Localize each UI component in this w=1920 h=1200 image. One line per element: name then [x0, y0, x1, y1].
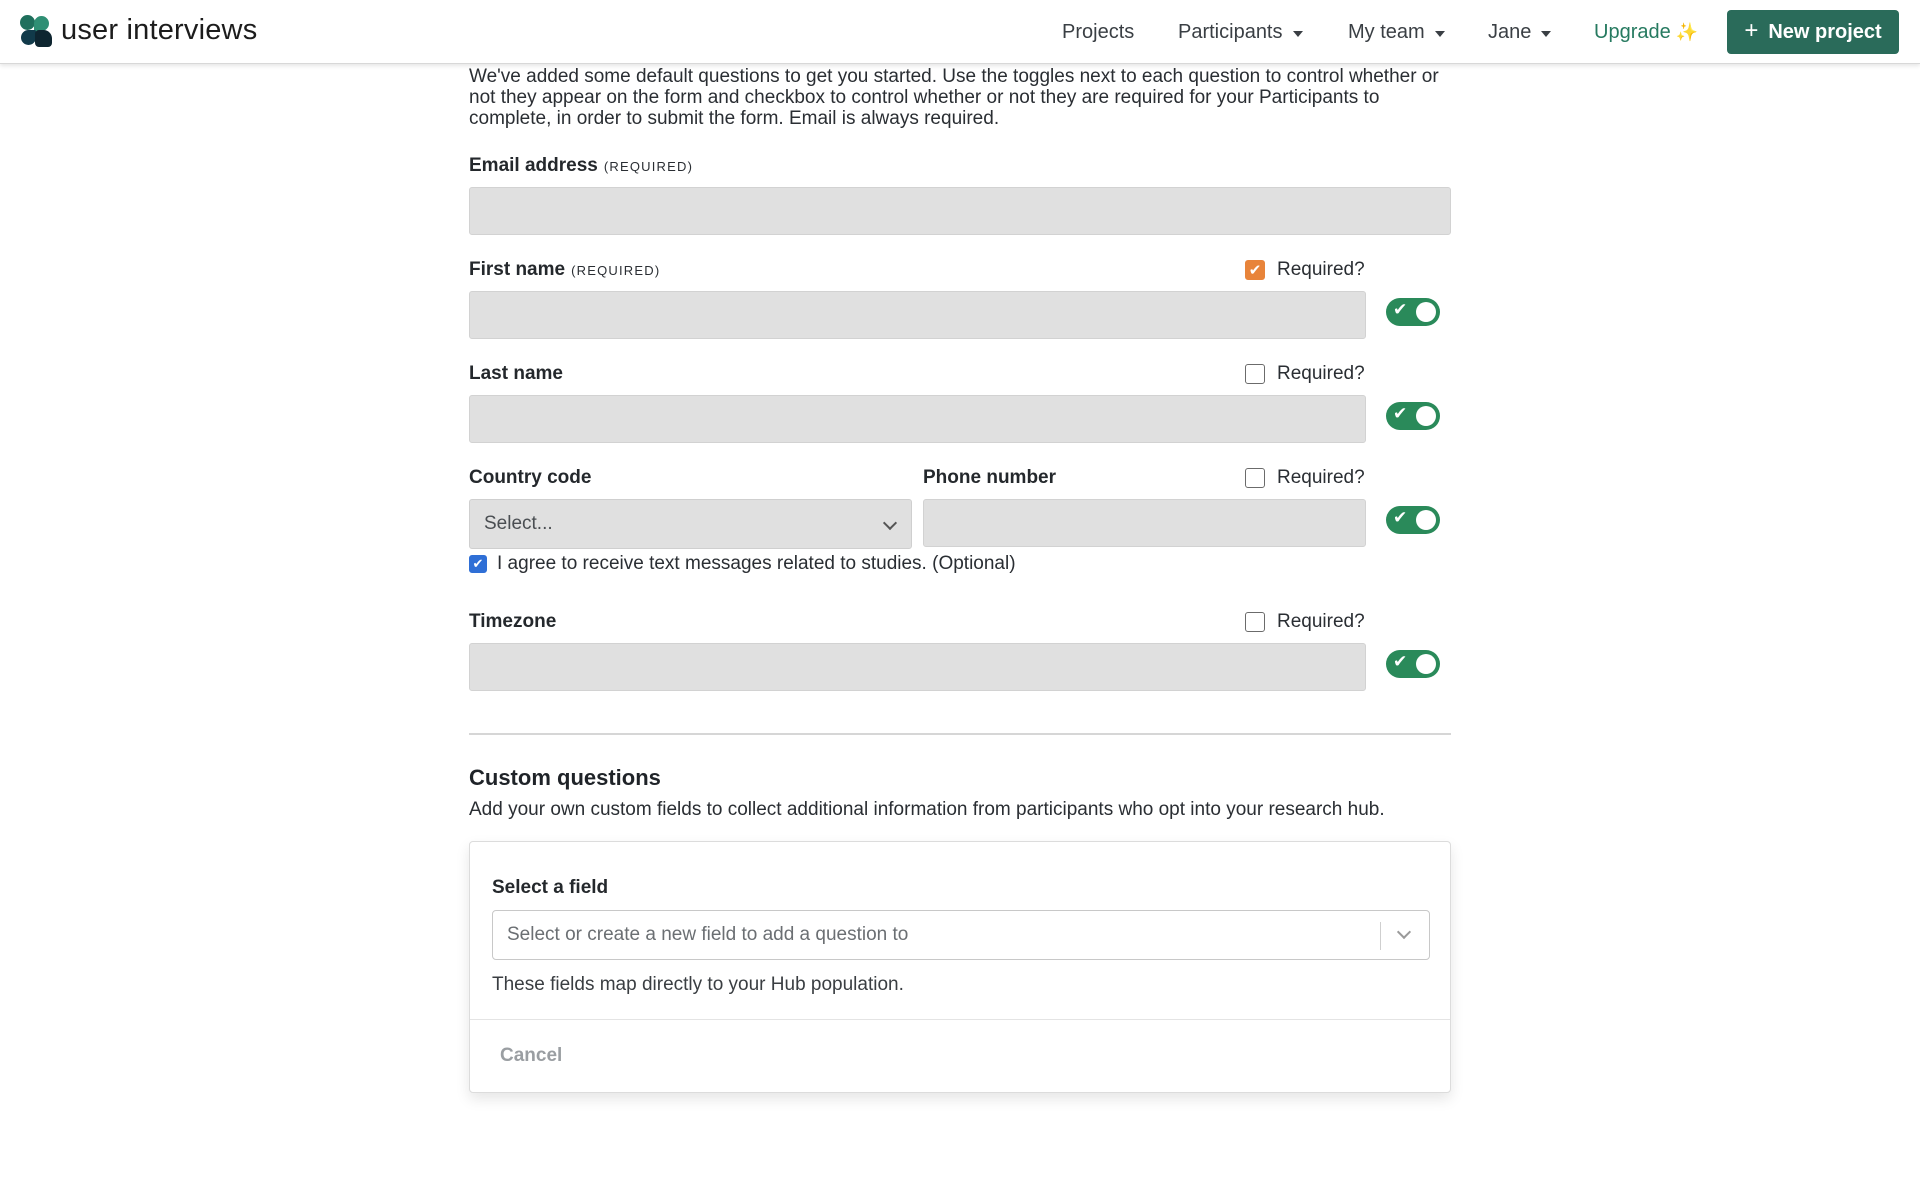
logo-icon	[20, 15, 52, 47]
cancel-button[interactable]: Cancel	[500, 1045, 563, 1066]
timezone-required-checkbox[interactable]	[1245, 611, 1365, 633]
nav-user-menu[interactable]	[1488, 21, 1551, 44]
toggle-knob	[1416, 654, 1436, 674]
last-name-required-label: Required?	[1277, 363, 1365, 384]
nav-projects-label: Projects	[1062, 21, 1135, 43]
first-name-required-tag: (REQUIRED)	[571, 263, 661, 278]
email-required-tag: (REQUIRED)	[603, 159, 694, 174]
phone-required-checkbox[interactable]	[1245, 467, 1365, 489]
first-name-label-text: First name	[469, 259, 566, 280]
card-footer-divider	[470, 1019, 1450, 1020]
nav-participants-label: Participants	[1178, 21, 1283, 43]
last-name-input[interactable]	[469, 395, 1366, 443]
phone-required-label: Required?	[1277, 467, 1365, 488]
checkmark-icon: ✔	[1245, 260, 1265, 280]
sms-consent-checkbox[interactable]	[469, 553, 1016, 575]
caret-down-icon	[1435, 31, 1445, 37]
caret-down-icon	[1541, 31, 1551, 37]
check-icon: ✔	[1393, 652, 1408, 671]
nav-my-team[interactable]	[1348, 21, 1445, 44]
first-name-required-checkbox[interactable]	[1245, 259, 1365, 281]
last-name-toggle[interactable]	[1386, 402, 1440, 430]
checkbox-icon	[1245, 612, 1265, 632]
top-nav	[0, 0, 1920, 64]
checkbox-icon	[1245, 364, 1265, 384]
logo-text: user interviews	[61, 14, 258, 46]
toggle-knob	[1416, 510, 1436, 530]
sms-consent-label: I agree to receive text messages related to studies. (Optional)	[497, 553, 1016, 574]
custom-field-select[interactable]	[492, 910, 1430, 960]
email-label-text: Email address	[469, 155, 598, 176]
last-name-label: Last name	[469, 363, 563, 384]
toggle-knob	[1416, 302, 1436, 322]
section-divider	[469, 733, 1451, 735]
custom-questions-description: Add your own custom fields to collect additional information from participants who opt into your research hub.	[469, 799, 1385, 820]
new-project-button[interactable]	[1727, 10, 1899, 54]
chevron-down-icon	[1397, 925, 1411, 939]
timezone-label: Timezone	[469, 611, 557, 632]
custom-field-placeholder: Select or create a new field to add a question to	[507, 924, 909, 945]
check-icon: ✔	[1393, 300, 1408, 319]
select-separator	[1380, 922, 1381, 950]
timezone-input[interactable]	[469, 643, 1366, 691]
timezone-required-label: Required?	[1277, 611, 1365, 632]
custom-questions-heading: Custom questions	[469, 765, 661, 790]
caret-down-icon	[1293, 31, 1303, 37]
select-field-label: Select a field	[492, 877, 609, 898]
country-code-label: Country code	[469, 467, 592, 488]
plus-icon: +	[1744, 17, 1759, 44]
phone-toggle[interactable]	[1386, 506, 1440, 534]
intro-text: We've added some default questions to get you started. Use the toggles next to each question to control whether or not they appear on the form and checkbox to control whether or not they are required for your Participants to complete, in order to submit the form. Email is always required.	[469, 66, 1439, 129]
last-name-required-checkbox[interactable]	[1245, 363, 1365, 385]
nav-user-label: Jane	[1488, 21, 1532, 43]
custom-field-help: These fields map directly to your Hub population.	[492, 974, 904, 995]
first-name-label	[469, 259, 660, 281]
check-icon: ✔	[1393, 404, 1408, 423]
nav-participants[interactable]	[1178, 21, 1303, 44]
phone-number-label: Phone number	[923, 467, 1057, 488]
nav-my-team-label: My team	[1348, 21, 1425, 43]
timezone-toggle[interactable]	[1386, 650, 1440, 678]
logo[interactable]	[20, 14, 257, 47]
sparkle-icon: ✨	[1675, 22, 1699, 42]
nav-upgrade[interactable]	[1594, 21, 1698, 44]
toggle-knob	[1416, 406, 1436, 426]
email-input[interactable]	[469, 187, 1451, 235]
first-name-input[interactable]	[469, 291, 1366, 339]
country-code-select[interactable]	[469, 499, 912, 549]
first-name-required-label: Required?	[1277, 259, 1365, 280]
email-label	[469, 155, 693, 177]
check-icon: ✔	[1393, 508, 1408, 527]
nav-upgrade-label: Upgrade	[1594, 21, 1671, 43]
checkbox-icon	[1245, 468, 1265, 488]
new-project-label: New project	[1768, 20, 1882, 43]
country-code-placeholder: Select...	[484, 513, 553, 534]
nav-projects[interactable]	[1062, 21, 1134, 44]
custom-field-card	[469, 841, 1451, 1093]
chevron-down-icon	[883, 516, 897, 530]
first-name-toggle[interactable]	[1386, 298, 1440, 326]
checkmark-icon: ✔	[469, 555, 487, 573]
phone-number-input[interactable]	[923, 499, 1366, 547]
